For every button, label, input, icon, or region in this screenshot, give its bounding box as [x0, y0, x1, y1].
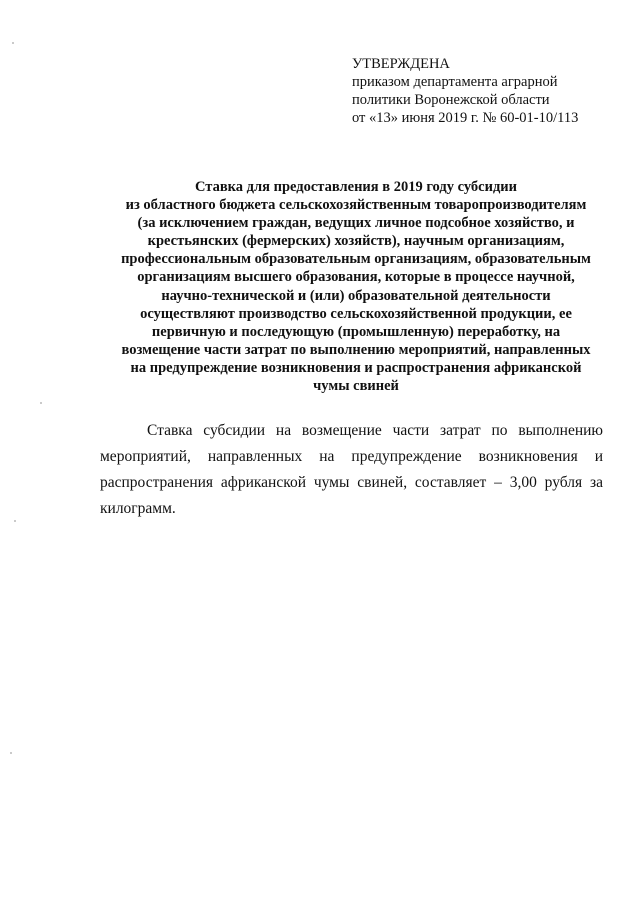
title-line: крестьянских (фермерских) хозяйств), научным организациям,: [147, 233, 565, 250]
title-line: осуществляют производство сельскохозяйственной продукции, ее: [140, 305, 572, 322]
title-line: профессиональным образовательным организациям, образовательным: [121, 251, 591, 268]
body-paragraph: [100, 418, 603, 522]
title-line: первичную и последующую (промышленную) переработку, на: [151, 323, 561, 340]
title-line: чумы свиней: [313, 378, 399, 395]
title-line: из областного бюджета сельскохозяйственным товаропроизводителям: [125, 197, 587, 214]
body-line: распространения африканской чумы свиней, составляет – 3,00 рубля за: [100, 474, 603, 491]
body-line: мероприятий, направленных на предупреждение возникновения и: [100, 448, 603, 465]
document-title: [96, 178, 616, 395]
title-line: научно-технической и (или) образовательной деятельности: [161, 287, 551, 304]
title-line: возмещение части затрат по выполнению мероприятий, направленных: [121, 341, 591, 358]
approval-block: [352, 55, 622, 127]
approval-order-line-1: приказом департамента аграрной: [352, 74, 558, 90]
approval-heading: УТВЕРЖДЕНА: [352, 56, 450, 72]
scan-speck: [10, 752, 12, 754]
title-line: Ставка для предоставления в 2019 году субсидии: [195, 179, 517, 195]
approval-order-line-3: от «13» июня 2019 г. № 60-01-10/113: [352, 110, 579, 126]
scan-speck: [12, 42, 14, 44]
scan-speck: [14, 520, 16, 522]
title-line: организациям высшего образования, которые в процессе научной,: [137, 269, 575, 286]
approval-order-line-2: политики Воронежской области: [352, 92, 550, 108]
body-line: Ставка субсидии на возмещение части затрат по выполнению: [147, 422, 603, 439]
body-line: килограмм.: [100, 500, 176, 517]
title-line: (за исключением граждан, ведущих личное подсобное хозяйство, и: [137, 215, 575, 232]
scan-speck: [40, 402, 42, 404]
title-line: на предупреждение возникновения и распространения африканской: [130, 359, 582, 376]
